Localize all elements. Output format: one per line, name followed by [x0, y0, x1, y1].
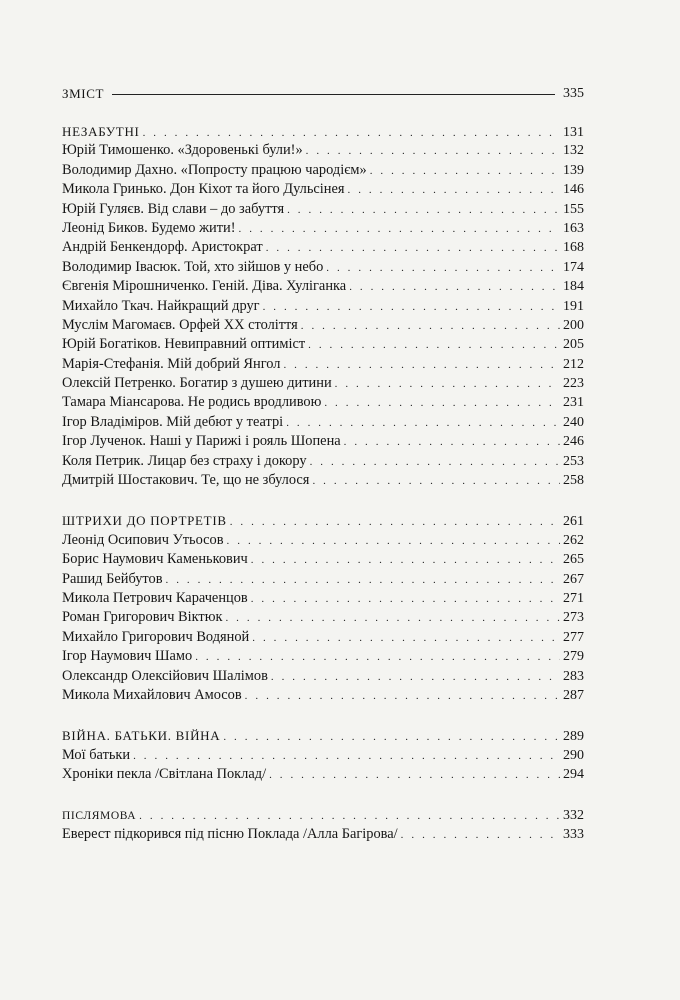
toc-entry[interactable]: [62, 531, 584, 550]
toc-entry[interactable]: [62, 355, 584, 374]
page-number: 277: [563, 629, 584, 645]
page-number: 253: [563, 453, 584, 469]
toc-entry[interactable]: [62, 219, 584, 238]
dot-leader: [348, 181, 561, 200]
toc-entry[interactable]: [62, 161, 584, 180]
entry-title: Володимир Дахно. «Попросту працюю чародієм»: [62, 161, 367, 178]
dot-leader: [310, 453, 560, 472]
entry-title: Володимир Івасюк. Той, хто зійшов у небо: [62, 258, 324, 275]
toc-entry[interactable]: [62, 746, 584, 765]
entry-title: Дмитрій Шостакович. Те, що не збулося: [62, 472, 310, 489]
toc-entry[interactable]: [62, 686, 584, 705]
page-number: 146: [563, 182, 584, 198]
dot-leader: [239, 220, 560, 239]
entry-title: Юрій Тимошенко. «Здоровенькі були!»: [62, 142, 303, 159]
toc-entry[interactable]: [62, 180, 584, 199]
toc-entry[interactable]: [62, 432, 584, 451]
toc-section-heading[interactable]: [62, 726, 584, 745]
page-number: 240: [563, 414, 584, 430]
page-number: 184: [563, 279, 584, 295]
entry-title: Євгенія Мірошниченко. Геній. Діва. Хуліганка: [62, 278, 347, 295]
page-number: 262: [563, 532, 584, 548]
toc-entry[interactable]: [62, 335, 584, 354]
entry-title: Юрій Богатіков. Невиправний оптиміст: [62, 336, 306, 353]
entry-title: Роман Григорович Віктюк: [62, 609, 223, 626]
header-rule: [112, 94, 555, 95]
page-number: 200: [563, 317, 584, 333]
toc-section-heading[interactable]: [62, 511, 584, 530]
entry-title: Ігор Лученок. Наші у Парижі і рояль Шопена: [62, 433, 341, 450]
page-number: 139: [563, 162, 584, 178]
entry-title: Ігор Владіміров. Мій дебют у театрі: [62, 413, 284, 430]
toc-entry[interactable]: [62, 200, 584, 219]
page-number: 163: [563, 220, 584, 236]
dot-leader: [266, 239, 560, 258]
dot-leader: [301, 317, 560, 336]
running-header: [62, 84, 584, 104]
toc-entry[interactable]: [62, 647, 584, 666]
toc-entry[interactable]: [62, 374, 584, 393]
dot-leader: [306, 142, 560, 161]
entry-title: Михайло Григорович Водяной: [62, 628, 250, 645]
entry-title: Ігор Наумович Шамо: [62, 648, 193, 665]
entry-title: Леонід Биков. Будемо жити!: [62, 219, 236, 236]
dot-leader: [370, 162, 560, 181]
dot-leader: [139, 807, 560, 826]
toc-entry[interactable]: [62, 570, 584, 589]
page-number: 212: [563, 356, 584, 372]
page-number: 223: [563, 376, 584, 392]
dot-leader: [251, 551, 560, 570]
page-number: 290: [563, 747, 584, 763]
toc-entry[interactable]: [62, 471, 584, 490]
entry-title: Леонід Осипович Утьосов: [62, 531, 224, 548]
toc-section: [62, 726, 584, 784]
page-number: 191: [563, 298, 584, 314]
toc-section-heading[interactable]: [62, 122, 584, 141]
toc-entry[interactable]: [62, 413, 584, 432]
entry-title: Микола Михайлович Амосов: [62, 686, 242, 703]
toc-entry[interactable]: [62, 765, 584, 784]
dot-leader: [230, 513, 560, 532]
entry-title: Олександр Олексійович Шалімов: [62, 667, 268, 684]
entry-title: Юрій Гуляєв. Від слави – до забуття: [62, 200, 285, 217]
dot-leader: [326, 259, 560, 278]
toc-entry[interactable]: [62, 550, 584, 569]
page-number: 283: [563, 668, 584, 684]
header-title: ЗМІСТ: [62, 86, 105, 101]
dot-leader: [252, 629, 560, 648]
page-number: 132: [563, 143, 584, 159]
page-number: 131: [563, 125, 584, 140]
dot-leader: [312, 472, 560, 491]
header-page-number: 335: [563, 86, 584, 101]
dot-leader: [269, 766, 560, 785]
page-number: 287: [563, 687, 584, 703]
page-number: 289: [563, 729, 584, 745]
page-number: 265: [563, 552, 584, 568]
page-number: 246: [563, 434, 584, 450]
toc-entry[interactable]: [62, 589, 584, 608]
section-title: ШТРИХИ ДО ПОРТРЕТІВ: [62, 513, 227, 529]
toc-entry[interactable]: [62, 393, 584, 412]
page-number: 279: [563, 649, 584, 665]
page-number: 174: [563, 259, 584, 275]
section-title: ПІСЛЯМОВА: [62, 809, 137, 822]
page-number: 332: [563, 807, 584, 823]
toc-entry[interactable]: [62, 277, 584, 296]
dot-leader: [283, 356, 560, 375]
page-number: 258: [563, 473, 584, 489]
dot-leader: [271, 668, 560, 687]
toc-entry[interactable]: [62, 141, 584, 160]
page-number: 155: [563, 201, 584, 217]
entry-title: Рашид Бейбутов: [62, 570, 163, 587]
entry-title: Борис Наумович Каменькович: [62, 551, 248, 568]
dot-leader: [401, 826, 560, 845]
toc-entry[interactable]: [62, 608, 584, 627]
dot-leader: [195, 648, 560, 667]
dot-leader: [263, 298, 560, 317]
dot-leader: [251, 590, 560, 609]
dot-leader: [223, 728, 560, 747]
toc-entry[interactable]: [62, 297, 584, 316]
table-of-contents: [62, 122, 584, 865]
toc-entry[interactable]: [62, 316, 584, 335]
entry-title: Михайло Ткач. Найкращий друг: [62, 297, 260, 314]
entry-title: Микола Петрович Караченцов: [62, 589, 248, 606]
entry-title: Муслім Магомаєв. Орфей XX століття: [62, 316, 298, 333]
page-number: 168: [563, 240, 584, 256]
dot-leader: [287, 201, 560, 220]
toc-section: [62, 122, 584, 490]
entry-title: Марія-Стефанія. Мій добрий Янгол: [62, 355, 281, 372]
toc-section-heading[interactable]: [62, 806, 584, 825]
toc-entry[interactable]: [62, 238, 584, 257]
toc-entry[interactable]: [62, 825, 584, 844]
entry-title: Хроніки пекла /Світлана Поклад/: [62, 766, 267, 783]
dot-leader: [166, 571, 560, 590]
entry-title: Андрій Бенкендорф. Аристократ: [62, 239, 263, 256]
dot-leader: [324, 394, 560, 413]
dot-leader: [308, 336, 560, 355]
toc-section: [62, 806, 584, 845]
page-number: 267: [563, 571, 584, 587]
page-number: 333: [563, 826, 584, 842]
entry-title: Тамара Міансарова. Не родись вродливою: [62, 394, 322, 411]
dot-leader: [245, 687, 560, 706]
toc-entry[interactable]: [62, 667, 584, 686]
section-title: НЕЗАБУТНІ: [62, 124, 140, 139]
toc-section: [62, 511, 584, 705]
entry-title: Микола Гринько. Дон Кіхот та його Дульсінея: [62, 181, 345, 198]
page-number: 271: [563, 590, 584, 606]
page-number: 261: [563, 514, 584, 530]
dot-leader: [335, 375, 560, 394]
page-number: 273: [563, 610, 584, 626]
dot-leader: [344, 433, 560, 452]
page-number: 205: [563, 337, 584, 353]
dot-leader: [133, 747, 560, 766]
section-title: ВІЙНА. БАТЬКИ. ВІЙНА: [62, 728, 221, 744]
page-number: 294: [563, 767, 584, 783]
entry-title: Еверест підкорився під пісню Поклада /Алла Багірова/: [62, 825, 398, 842]
entry-title: Коля Петрик. Лицар без страху і докору: [62, 452, 307, 469]
toc-entry[interactable]: [62, 628, 584, 647]
dot-leader: [286, 414, 560, 433]
entry-title: Мої батьки: [62, 746, 131, 763]
entry-title: Олексій Петренко. Богатир з душею дитини: [62, 375, 332, 392]
page-number: 231: [563, 395, 584, 411]
dot-leader: [225, 609, 560, 628]
dot-leader: [227, 532, 560, 551]
toc-entry[interactable]: [62, 452, 584, 471]
dot-leader: [349, 278, 560, 297]
toc-entry[interactable]: [62, 258, 584, 277]
